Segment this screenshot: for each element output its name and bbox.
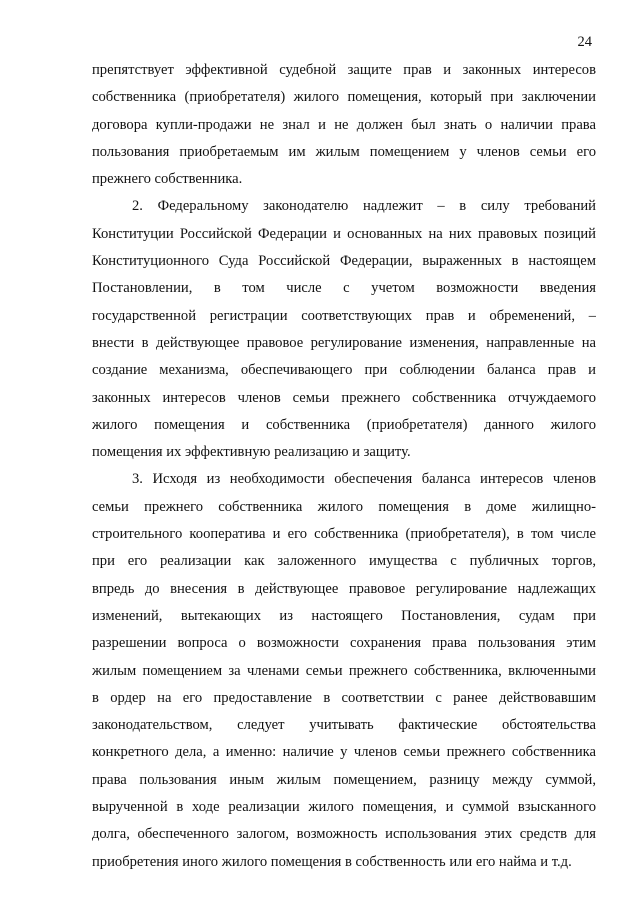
- text-line: изменений, вытекающих из настоящего Постановления, судам при: [92, 607, 596, 624]
- text-line: пользования приобретаемым им жилым помещением у членов семьи его: [92, 143, 596, 160]
- text-line: внести в действующее правовое регулирование изменения, направленные на: [92, 334, 596, 351]
- text-line: при его реализации как заложенного имущества с публичных торгов,: [92, 553, 596, 570]
- text-line: прежнего собственника.: [92, 171, 243, 188]
- text-line: в ордер на его предоставление в соответствии с ранее действовавшим: [92, 689, 596, 706]
- text-line: строительного кооператива и его собственника (приобретателя), в том числе: [92, 526, 596, 543]
- body-text: [92, 57, 596, 876]
- text-line: 2. Федеральному законодателю надлежит – в силу требований: [132, 198, 596, 215]
- text-line: помещения их эффективную реализацию и защиту.: [92, 444, 411, 461]
- text-line: создание механизма, обеспечивающего при соблюдении баланса прав и: [92, 362, 596, 379]
- text-line: собственника (приобретателя) жилого помещения, который при заключении: [92, 89, 596, 106]
- text-line: вырученной в ходе реализации жилого помещения, и суммой взысканного: [92, 799, 596, 816]
- text-line: разрешении вопроса о возможности сохранения права пользования этим: [92, 635, 596, 652]
- text-line: конкретного дела, а именно: наличие у членов семьи прежнего собственника: [92, 744, 596, 761]
- text-line: законодательством, следует учитывать фактические обстоятельства: [92, 717, 596, 734]
- text-line: приобретения иного жилого помещения в собственность или его найма и т.д.: [92, 853, 572, 870]
- text-line: 3. Исходя из необходимости обеспечения баланса интересов членов: [132, 471, 596, 488]
- text-line: Постановлении, в том числе с учетом возможности введения: [92, 280, 596, 297]
- text-line: долга, обеспеченного залогом, возможность использования этих средств для: [92, 826, 596, 843]
- text-line: договора купли-продажи не знал и не должен был знать о наличии права: [92, 116, 596, 133]
- page-number: 24: [577, 34, 592, 50]
- text-line: государственной регистрации соответствующих прав и обременений, –: [92, 307, 596, 324]
- text-line: законных интересов членов семьи прежнего собственника отчуждаемого: [92, 389, 596, 406]
- text-line: жилого помещения и собственника (приобретателя) данного жилого: [92, 416, 596, 433]
- text-line: Конституции Российской Федерации и основанных на них правовых позиций: [92, 225, 596, 242]
- text-line: жилым помещением за членами семьи прежнего собственника, включенными: [92, 662, 596, 679]
- text-line: Конституционного Суда Российской Федерации, выраженных в настоящем: [92, 253, 596, 270]
- text-line: впредь до внесения в действующее правовое регулирование надлежащих: [92, 580, 596, 597]
- text-line: препятствует эффективной судебной защите прав и законных интересов: [92, 62, 596, 78]
- text-line: семьи прежнего собственника жилого помещения в доме жилищно-: [92, 498, 596, 515]
- text-line: права пользования иным жилым помещением, разницу между суммой,: [92, 771, 596, 788]
